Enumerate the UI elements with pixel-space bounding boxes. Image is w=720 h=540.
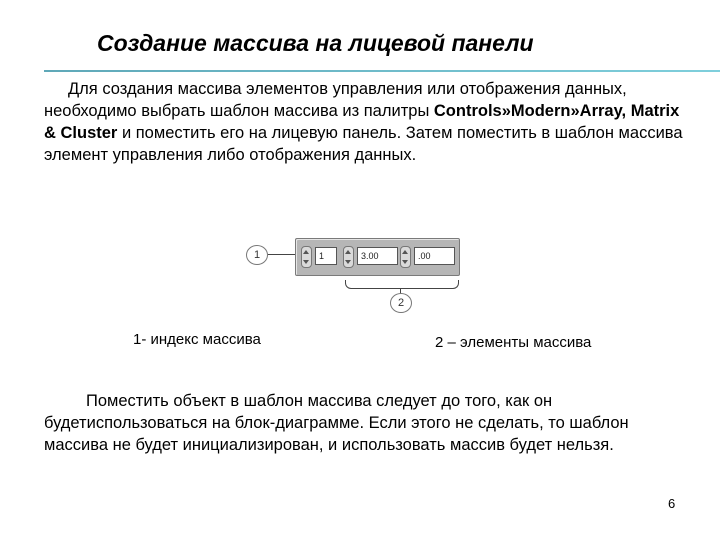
label-elements: 2 – элементы массива — [435, 334, 592, 351]
conclusion-paragraph: Поместить объект в шаблон массива следует до того, как он будетиспользоваться на блок-диаграмме. Если этого не сделать, то шаблон массива не будет инициализирован, и использовать массив будет нельзя. — [44, 392, 629, 454]
element-2-display[interactable]: .00 — [414, 247, 455, 265]
element-1-display[interactable]: 3.00 — [357, 247, 398, 265]
elements-brace — [345, 280, 459, 289]
callout-2: 2 — [390, 293, 412, 313]
slide-title: Создание массива на лицевой панели — [97, 30, 534, 56]
index-stepper[interactable] — [301, 246, 312, 268]
label-index: 1- индекс массива — [133, 331, 261, 348]
title-divider — [44, 70, 720, 72]
intro-text-after: и поместить его на лицевую панель. Затем поместить в шаблон массива элемент управления либо отображения данных. — [44, 124, 683, 164]
element-2-stepper[interactable] — [400, 246, 411, 268]
element-1-stepper[interactable] — [343, 246, 354, 268]
page-number: 6 — [668, 496, 676, 511]
array-shell — [295, 238, 460, 276]
index-display[interactable]: 1 — [315, 247, 337, 265]
callout-1: 1 — [246, 245, 268, 265]
intro-text-before: Для создания массива элементов управления или отображения данных, необходимо выбрать шаблон массива из палитры — [44, 80, 627, 120]
palette-path: Controls»Modern»Array, Matrix & Cluster — [44, 102, 680, 142]
intro-paragraph — [44, 78, 694, 166]
